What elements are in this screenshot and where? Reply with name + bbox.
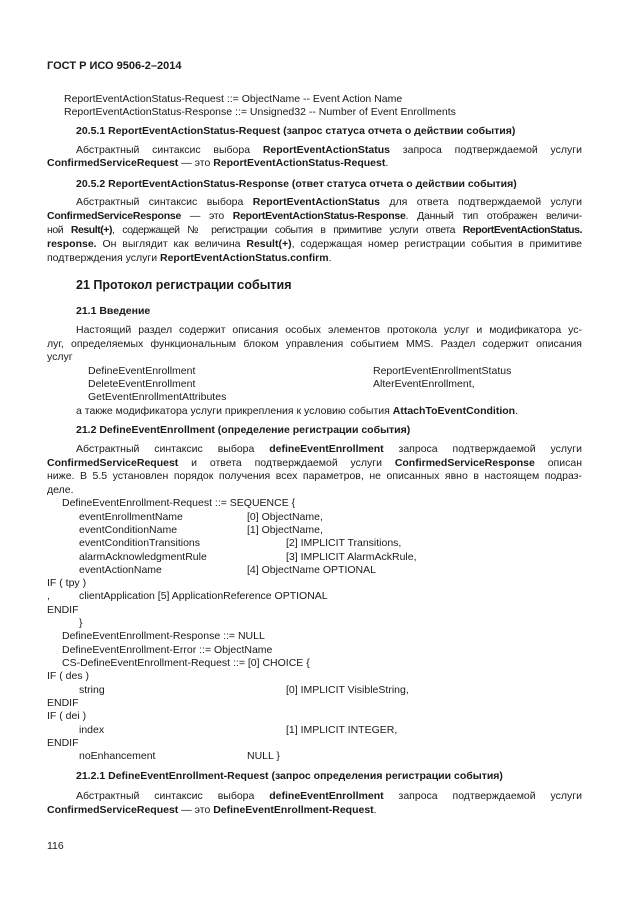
asn-field-type: [4] ObjectName OPTIONAL xyxy=(247,564,376,576)
section-heading-20-5-1: 20.5.1 ReportEventActionStatus-Request (запрос статуса отчета о действии события) xyxy=(76,125,516,137)
paragraph-line: деле. xyxy=(47,484,74,496)
paragraph-line: а также модификатора услуги прикрепления к условию события AttachToEventCondition. xyxy=(76,405,518,417)
asn-field-type: [0] IMPLICIT VisibleString, xyxy=(286,684,409,696)
asn-field-name: eventEnrollmentName xyxy=(79,511,183,523)
paragraph-line: ConfirmedServiceRequest — это DefineEventEnrollment-Request. xyxy=(47,804,377,816)
paragraph-line: Абстрактный синтаксис выбора defineEventEnrollment запроса подтверждаемой услуги xyxy=(76,443,582,455)
asn-line: ReportEventActionStatus-Request ::= ObjectName -- Event Action Name xyxy=(64,93,403,105)
service-name: GetEventEnrollmentAttributes xyxy=(88,391,227,403)
paragraph-line: ной Result(+), содержащей № регистрации события в примитиве услуги ответа ReportEventActionStatus. xyxy=(47,224,582,236)
paragraph-line: подтверждения услуги ReportEventActionStatus.confirm. xyxy=(47,252,332,264)
service-name: DeleteEventEnrollment xyxy=(88,378,196,390)
section-heading-20-5-2: 20.5.2 ReportEventActionStatus-Response (ответ статуса отчета о действии события) xyxy=(76,178,517,190)
asn-comma: , xyxy=(47,590,50,602)
asn-field-type: [0] ObjectName, xyxy=(247,511,323,523)
asn-field-type: NULL } xyxy=(247,750,280,762)
paragraph-line: Абстрактный синтаксис выбора ReportEventActionStatus для ответа подтверждаемой услуги xyxy=(76,196,582,208)
document-header: ГОСТ Р ИСО 9506-2–2014 xyxy=(47,60,182,72)
asn-line: ReportEventActionStatus-Response ::= Unsigned32 -- Number of Event Enrollments xyxy=(64,106,456,118)
asn-line: DefineEventEnrollment-Response ::= NULL xyxy=(62,630,265,642)
paragraph-line: Абстрактный синтаксис выбора defineEventEnrollment запроса подтверждаемой услуги xyxy=(76,790,582,802)
asn-field-name: eventConditionTransitions xyxy=(79,537,201,549)
section-heading-21-2: 21.2 DefineEventEnrollment (определение регистрации события) xyxy=(76,424,411,436)
asn-field-name: string xyxy=(79,684,105,696)
asn-line: DefineEventEnrollment-Error ::= ObjectName xyxy=(62,644,273,656)
service-name: DefineEventEnrollment xyxy=(88,365,196,377)
service-name: ReportEventEnrollmentStatus xyxy=(373,365,512,377)
asn-field-name: index xyxy=(79,724,105,736)
asn-line: DefineEventEnrollment-Request ::= SEQUENCE { xyxy=(62,497,296,509)
asn-directive: IF ( dei ) xyxy=(47,710,87,722)
asn-line: clientApplication [5] ApplicationReference OPTIONAL xyxy=(79,590,328,602)
paragraph-line: response. Он выглядит как величина Result(+), содержащая номер регистрации события в примитиве xyxy=(47,238,582,250)
paragraph-line: Настоящий раздел содержит описания особых элементов протокола услуг и модификатора ус- xyxy=(76,324,582,336)
asn-brace: } xyxy=(79,617,83,629)
paragraph-line: луг, определяемых функциональным блоком управления событием MMS. Раздел содержит описания xyxy=(47,338,582,350)
paragraph-line: ConfirmedServiceRequest — это ReportEventActionStatus-Request. xyxy=(47,157,389,169)
asn-field-name: eventConditionName xyxy=(79,524,178,536)
paragraph-line: ConfirmedServiceResponse — это ReportEventActionStatus-Response. Данный тип отображен величи- xyxy=(47,210,582,222)
asn-field-name: alarmAcknowledgmentRule xyxy=(79,551,207,563)
service-name: AlterEventEnrollment, xyxy=(373,378,475,390)
section-heading-21-2-1: 21.2.1 DefineEventEnrollment-Request (запрос определения регистрации события) xyxy=(76,770,503,782)
asn-field-name: noEnhancement xyxy=(79,750,156,762)
asn-field-type: [2] IMPLICIT Transitions, xyxy=(286,537,402,549)
paragraph-line: услуг xyxy=(47,351,73,363)
page-number: 116 xyxy=(47,840,64,852)
asn-field-type: [1] ObjectName, xyxy=(247,524,323,536)
asn-directive: ENDIF xyxy=(47,697,79,709)
asn-directive: ENDIF xyxy=(47,737,79,749)
paragraph-line: ConfirmedServiceRequest и ответа подтверждаемой услуги ConfirmedServiceResponse описан xyxy=(47,457,582,469)
asn-directive: IF ( des ) xyxy=(47,670,90,682)
section-heading-21-1: 21.1 Введение xyxy=(76,305,151,317)
asn-field-name: eventActionName xyxy=(79,564,162,576)
asn-field-type: [3] IMPLICIT AlarmAckRule, xyxy=(286,551,417,563)
asn-field-type: [1] IMPLICIT INTEGER, xyxy=(286,724,398,736)
asn-line: CS-DefineEventEnrollment-Request ::= [0] CHOICE { xyxy=(62,657,310,669)
section-heading-21: 21 Протокол регистрации события xyxy=(76,278,292,292)
paragraph-line: Абстрактный синтаксис выбора ReportEventActionStatus запроса подтверждаемой услуги xyxy=(76,144,582,156)
asn-directive: IF ( tpy ) xyxy=(47,577,87,589)
asn-directive: ENDIF xyxy=(47,604,79,616)
paragraph-line: ниже. В 5.5 установлен порядок получения всех параметров, не описанных явно в настоящем подраз- xyxy=(47,470,582,482)
